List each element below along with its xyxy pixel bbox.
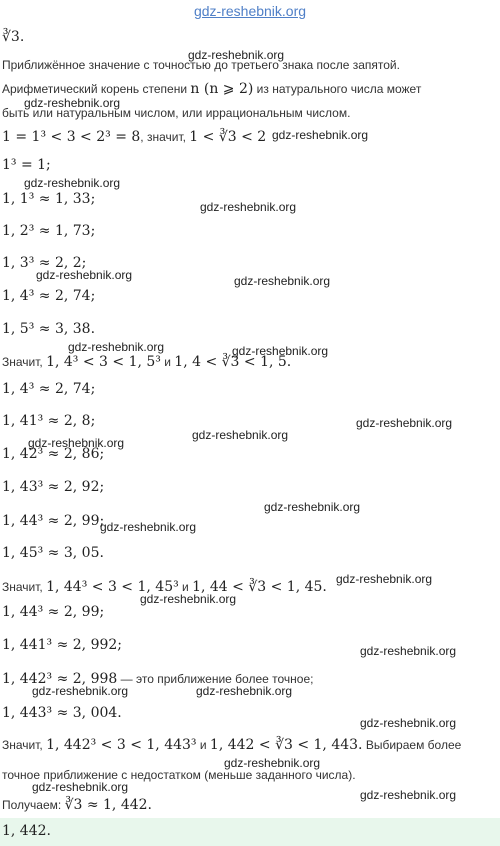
math-expression: 1, 2³ ≈ 1, 73; [2,223,96,239]
math-expression: 1, 5³ ≈ 3, 38. [2,321,96,337]
math-expression: n (n ⩾ 2) [190,81,254,97]
math-expression: 1³ = 1; [2,157,51,173]
site-watermark: gdz-reshebnik.org [264,500,361,514]
solution-line [2,287,95,305]
math-expression: 1, 44³ < 3 < 1, 45³ [46,579,179,595]
site-watermark: gdz-reshebnik.org [336,572,433,586]
site-watermark: gdz-reshebnik.org [188,48,285,62]
solution-line [2,412,95,430]
math-expression: 1, 4 < ∛3 < 1, 5. [174,354,292,370]
site-watermark: gdz-reshebnik.org [68,340,165,354]
math-expression: 1, 4³ ≈ 2, 74; [2,381,96,397]
site-watermark: gdz-reshebnik.org [232,344,329,358]
site-watermark: gdz-reshebnik.org [24,176,121,190]
solution-line [2,736,461,754]
site-watermark: gdz-reshebnik.org [36,268,133,282]
solution-line [2,156,51,174]
site-watermark: gdz-reshebnik.org [24,96,121,110]
math-expression: 1, 43³ ≈ 2, 92; [2,479,105,495]
solution-line [2,28,24,46]
answer-value: 1, 442. [2,823,51,839]
math-expression: 1, 442 < ∛3 < 1, 443. [209,737,363,753]
math-expression: 1, 442³ ≈ 2, 998 [2,671,118,687]
solution-line [2,603,104,621]
solution-line [2,636,122,654]
site-watermark: gdz-reshebnik.org [28,436,125,450]
math-expression: 1, 44³ ≈ 2, 99; [2,604,105,620]
math-expression: ∛3 ≈ 1, 442. [64,797,153,813]
text-fragment: Значит, [2,580,47,594]
text-fragment: из натурального числа может [253,82,422,96]
math-expression: 1 = 1³ < 3 < 2³ = 8 [2,129,141,145]
text-fragment: и [178,580,193,594]
site-watermark: gdz-reshebnik.org [234,274,331,288]
text-fragment: Значит, [2,355,47,369]
solution-line [2,796,152,814]
site-watermark: gdz-reshebnik.org [360,788,457,802]
answer-box [0,818,500,846]
text-fragment: Значит, [2,738,47,752]
solution-line [2,544,104,562]
solution-line [2,478,104,496]
solution-line [2,190,95,208]
text-fragment: и [196,738,210,752]
site-watermark: gdz-reshebnik.org [360,716,457,730]
site-watermark: gdz-reshebnik.org [32,684,129,698]
text-fragment: Получаем: [2,798,65,812]
math-expression: 1 < ∛3 < 2 [189,129,267,145]
text-fragment: , значит, [140,130,190,144]
text-fragment: Выбираем более [362,738,462,752]
math-expression: 1, 41³ ≈ 2, 8; [2,413,96,429]
math-expression: 1, 4³ < 3 < 1, 5³ [46,354,161,370]
site-watermark: gdz-reshebnik.org [140,592,237,606]
math-expression: 1, 1³ ≈ 1, 33; [2,191,96,207]
math-expression: 1, 442³ < 3 < 1, 443³ [46,737,197,753]
solution-line [2,512,104,530]
solution-line [2,128,266,146]
text-fragment: быть или натуральным числом, или иррациональным числом. [2,106,351,120]
solution-line [2,704,122,722]
solution-line [2,380,95,398]
solution-line [2,222,95,240]
math-expression: 1, 45³ ≈ 3, 05. [2,545,104,561]
text-fragment: и [160,355,175,369]
site-watermark: gdz-reshebnik.org [200,200,297,214]
site-watermark: gdz-reshebnik.org [192,428,289,442]
site-watermark: gdz-reshebnik.org [224,756,321,770]
site-watermark: gdz-reshebnik.org [356,416,453,430]
math-expression: ∛3. [2,29,25,45]
math-expression: 1, 42³ ≈ 2, 86; [2,446,105,462]
text-fragment: Приближённое значение с точностью до третьего знака после запятой. [2,58,400,72]
math-expression: 1, 441³ ≈ 2, 992; [2,637,123,653]
text-fragment: точное приближение с недостатком (меньше заданного числа). [2,768,356,782]
math-expression: 1, 44³ ≈ 2, 99; [2,513,105,529]
math-expression: 1, 4³ ≈ 2, 74; [2,288,96,304]
math-expression: 1, 44 < ∛3 < 1, 45. [192,579,327,595]
math-expression: 1, 3³ ≈ 2, 2; [2,255,87,271]
solution-line [2,320,95,338]
math-expression: 1, 443³ ≈ 3, 004. [2,705,122,721]
site-watermark: gdz-reshebnik.org [196,684,293,698]
text-fragment: Арифметический корень степени [2,82,191,96]
site-watermark: gdz-reshebnik.org [100,520,197,534]
text-fragment: — это приближение более точное; [117,672,314,686]
site-watermark: gdz-reshebnik.org [360,644,457,658]
site-watermark: gdz-reshebnik.org [272,128,369,142]
site-watermark-header[interactable]: gdz-reshebnik.org [193,3,307,19]
site-watermark: gdz-reshebnik.org [32,780,129,794]
